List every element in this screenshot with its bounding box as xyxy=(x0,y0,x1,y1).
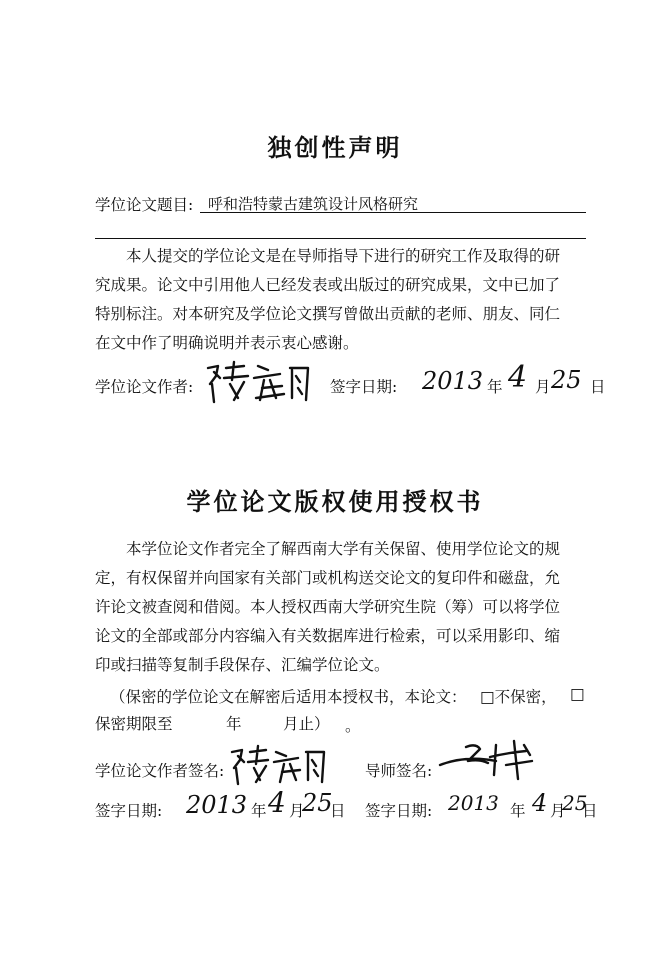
author-signature-2 xyxy=(228,742,328,792)
advisor-date-year: 2013 xyxy=(448,791,499,815)
month-char: 月 xyxy=(535,378,551,396)
authorization-line: 印或扫描等复制手段保存、汇编学位论文。 xyxy=(95,656,390,674)
not-secret-option[interactable]: □不保密， xyxy=(480,688,557,706)
author-day-char: 日 xyxy=(330,802,346,820)
statement-line: 特别标注。对本研究及学位论文撰写曾做出贡献的老师、朋友、同仁 xyxy=(95,305,561,323)
author-sign-label: 学位论文作者签名: xyxy=(95,762,225,780)
copyright-authorization-title: 学位论文版权使用授权书 xyxy=(186,487,484,516)
copyright-authorization-body xyxy=(95,535,595,680)
thesis-title-second-line xyxy=(95,238,586,239)
author-date-year: 2013 xyxy=(186,791,248,819)
originality-statement-title: 独创性声明 xyxy=(267,133,403,162)
day-char: 日 xyxy=(590,378,606,396)
statement-line: 本人提交的学位论文是在导师指导下进行的研究工作及取得的研 xyxy=(126,247,561,265)
authorization-line: 定，有权保留并向国家有关部门或机构送交论文的复印件和磁盘，允 xyxy=(95,569,561,587)
secrecy-end-mark: 。 xyxy=(345,717,361,735)
secrecy-note: （保密的学位论文在解密后适用本授权书，本论文： xyxy=(110,688,467,706)
authorization-line: 许论文被查阅和借阅。本人授权西南大学研究生院（筹）可以将学位 xyxy=(95,598,561,616)
advisor-sign-label: 导师签名: xyxy=(365,762,433,780)
date-month-handwritten: 4 xyxy=(508,360,528,395)
date-year-handwritten: 2013 xyxy=(422,367,484,395)
author-label: 学位论文作者: xyxy=(95,378,194,396)
author-month-char: 月 xyxy=(289,802,305,820)
author-date-month: 4 xyxy=(268,786,286,819)
authorization-line: 本学位论文作者完全了解西南大学有关保留、使用学位论文的规 xyxy=(126,540,561,558)
advisor-month-char: 月 xyxy=(550,802,566,820)
thesis-title-value: 呼和浩特蒙古建筑设计风格研究 xyxy=(208,195,419,213)
thesis-title-underline xyxy=(200,212,586,213)
secret-option-checkbox[interactable]: □ xyxy=(570,685,585,703)
advisor-date-day: 25 xyxy=(562,791,588,815)
secrecy-month-char: 月止） xyxy=(283,715,330,733)
year-char: 年 xyxy=(487,378,503,396)
thesis-title-label: 学位论文题目: xyxy=(95,196,194,214)
statement-line: 在文中作了明确说明并表示衷心感谢。 xyxy=(95,334,359,352)
advisor-signature xyxy=(436,735,546,789)
author-date-day: 25 xyxy=(302,789,333,817)
date-label: 签字日期: xyxy=(330,378,398,396)
authorization-line: 论文的全部或部分内容编入有关数据库进行检索，可以采用影印、缩 xyxy=(95,627,561,645)
advisor-year-char: 年 xyxy=(510,802,526,820)
author-year-char: 年 xyxy=(251,802,267,820)
advisor-day-char: 日 xyxy=(582,802,598,820)
originality-statement-body xyxy=(95,242,595,358)
secrecy-year-char: 年 xyxy=(226,715,242,733)
author-date-label: 签字日期: xyxy=(95,802,163,820)
secrecy-period-label: 保密期限至 xyxy=(95,715,173,733)
author-signature xyxy=(204,358,314,410)
advisor-date-month: 4 xyxy=(532,789,548,817)
advisor-date-label: 签字日期: xyxy=(365,802,433,820)
statement-line: 究成果。论文中引用他人已经发表或出版过的研究成果，文中已加了 xyxy=(95,276,561,294)
date-day-handwritten: 25 xyxy=(551,366,582,394)
